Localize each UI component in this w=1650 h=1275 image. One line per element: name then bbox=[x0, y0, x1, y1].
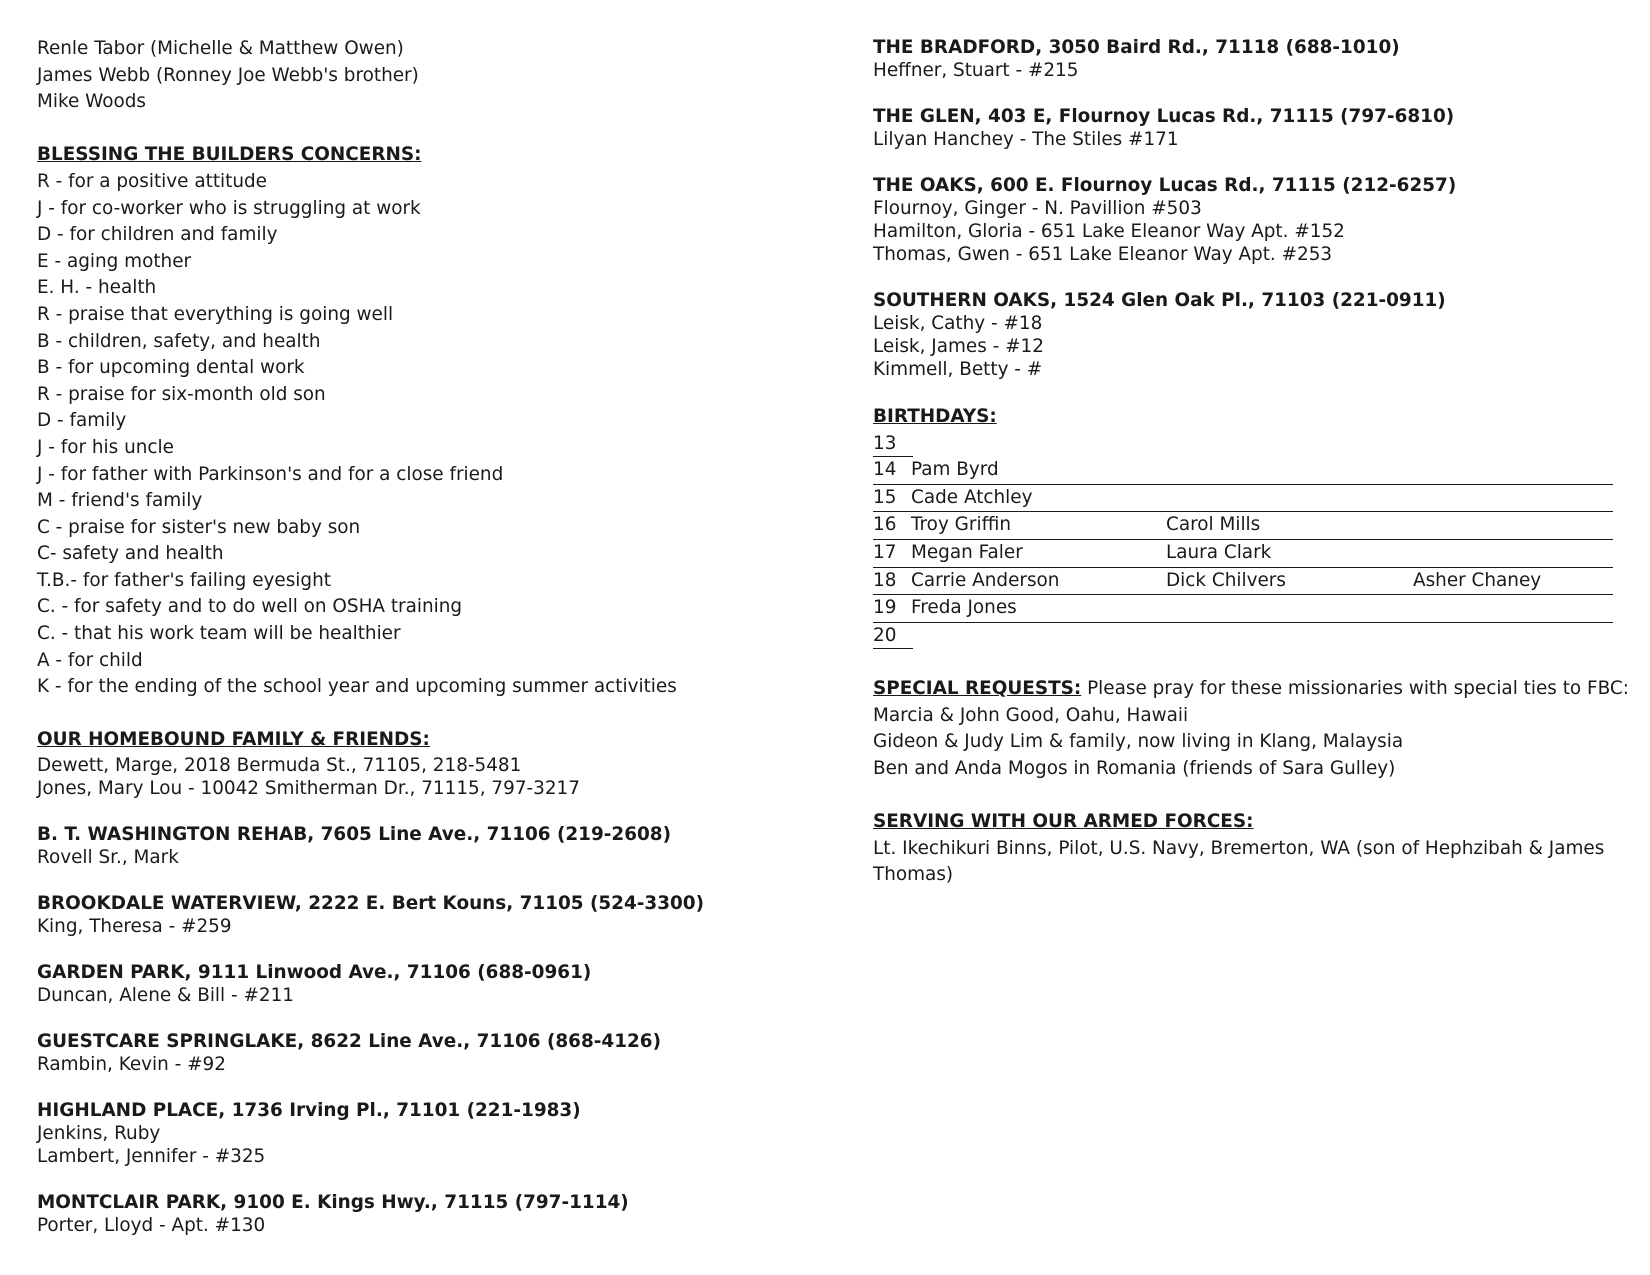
birthday-row bbox=[873, 485, 1613, 513]
birthday-name: Laura Clark bbox=[1166, 541, 1272, 563]
birthday-day: 14 bbox=[873, 459, 897, 481]
list-item: M - friend's family bbox=[37, 490, 203, 512]
birthday-row bbox=[873, 568, 1613, 596]
resident-item: Heffner, Stuart - #215 bbox=[873, 60, 1079, 81]
birthday-row bbox=[873, 512, 1613, 540]
right-column bbox=[873, 36, 1629, 889]
birthday-name: Carol Mills bbox=[1166, 514, 1261, 536]
facility-heading: B. T. WASHINGTON REHAB, 7605 Line Ave., 71106 (219-2608) bbox=[37, 824, 671, 846]
list-item: R - praise for six-month old son bbox=[37, 383, 326, 405]
facility-heading: GARDEN PARK, 9111 Linwood Ave., 71106 (688-0961) bbox=[37, 962, 592, 984]
resident-item: Lilyan Hanchey - The Stiles #171 bbox=[873, 129, 1179, 150]
birthday-name: Pam Byrd bbox=[911, 459, 999, 481]
birthday-name: Carrie Anderson bbox=[911, 569, 1060, 591]
left-column bbox=[37, 36, 777, 1237]
birthday-name: Dick Chilvers bbox=[1166, 569, 1286, 591]
birthday-row bbox=[873, 595, 1613, 623]
armed-forces-heading: SERVING WITH OUR ARMED FORCES: bbox=[873, 810, 1254, 832]
resident-item: Thomas, Gwen - 651 Lake Eleanor Way Apt. #253 bbox=[873, 244, 1333, 265]
list-item: Renle Tabor (Michelle & Matthew Owen) bbox=[37, 38, 404, 59]
list-item: C. - that his work team will be healthier bbox=[37, 623, 401, 645]
birthday-name: Freda Jones bbox=[911, 597, 1017, 619]
list-item: Ben and Anda Mogos in Romania (friends of Sara Gulley) bbox=[873, 757, 1396, 779]
resident-item: Kimmell, Betty - # bbox=[873, 359, 1043, 380]
list-item: Dewett, Marge, 2018 Bermuda St., 71105, 218-5481 bbox=[37, 755, 522, 777]
resident-item: Rambin, Kevin - #92 bbox=[37, 1054, 226, 1076]
list-item: Marcia & John Good, Oahu, Hawaii bbox=[873, 704, 1189, 726]
list-item: C- safety and health bbox=[37, 543, 224, 565]
birthday-day: 13 bbox=[873, 432, 913, 457]
facility-heading: THE BRADFORD, 3050 Baird Rd., 71118 (688-1010) bbox=[873, 37, 1400, 58]
resident-item: Jenkins, Ruby bbox=[37, 1123, 161, 1145]
facility-heading: THE OAKS, 600 E. Flournoy Lucas Rd., 71115 (212-6257) bbox=[873, 175, 1457, 196]
facility-heading: SOUTHERN OAKS, 1524 Glen Oak Pl., 71103 (221-0911) bbox=[873, 290, 1446, 311]
special-requests-heading: SPECIAL REQUESTS: bbox=[873, 677, 1082, 699]
birthdays-heading: BIRTHDAYS: bbox=[873, 406, 997, 427]
facility-heading: BROOKDALE WATERVIEW, 2222 E. Bert Kouns, 71105 (524-3300) bbox=[37, 893, 704, 915]
list-item: T.B.- for father's failing eyesight bbox=[37, 569, 331, 591]
birthday-day: 20 bbox=[873, 624, 913, 649]
list-item: R - for a positive attitude bbox=[37, 170, 267, 192]
resident-item: Porter, Lloyd - Apt. #130 bbox=[37, 1215, 266, 1237]
list-item: R - praise that everything is going well bbox=[37, 303, 394, 325]
birthday-row bbox=[873, 623, 1613, 650]
birthday-row bbox=[873, 540, 1613, 568]
list-item: Jones, Mary Lou - 10042 Smitherman Dr., 71115, 797-3217 bbox=[37, 778, 580, 800]
armed-forces-entry: Lt. Ikechikuri Binns, Pilot, U.S. Navy, Bremerton, WA (son of Hephzibah & James Thomas) bbox=[873, 837, 1605, 886]
resident-item: Leisk, James - #12 bbox=[873, 336, 1044, 357]
birthday-name: Troy Griffin bbox=[911, 514, 1012, 536]
list-item: Gideon & Judy Lim & family, now living in Klang, Malaysia bbox=[873, 731, 1404, 753]
birthday-day: 15 bbox=[873, 486, 897, 508]
resident-item: Flournoy, Ginger - N. Pavillion #503 bbox=[873, 198, 1202, 219]
resident-item: Rovell Sr., Mark bbox=[37, 847, 179, 869]
list-item: K - for the ending of the school year and upcoming summer activities bbox=[37, 676, 677, 698]
list-item: James Webb (Ronney Joe Webb's brother) bbox=[37, 64, 419, 86]
special-requests-intro: Please pray for these missionaries with special ties to FBC: bbox=[1081, 677, 1629, 699]
list-item: C. - for safety and to do well on OSHA training bbox=[37, 596, 463, 618]
resident-item: Hamilton, Gloria - 651 Lake Eleanor Way Apt. #152 bbox=[873, 221, 1345, 242]
birthday-day: 19 bbox=[873, 597, 897, 619]
list-item: D - for children and family bbox=[37, 224, 278, 246]
birthday-name: Cade Atchley bbox=[911, 486, 1033, 508]
list-item: E - aging mother bbox=[37, 250, 192, 272]
list-item: J - for father with Parkinson's and for a close friend bbox=[37, 463, 504, 485]
list-item: C - praise for sister's new baby son bbox=[37, 516, 361, 538]
resident-item: Lambert, Jennifer - #325 bbox=[37, 1146, 266, 1168]
birthday-name: Megan Faler bbox=[911, 541, 1023, 563]
list-item: E. H. - health bbox=[37, 277, 157, 299]
list-item: D - family bbox=[37, 410, 127, 432]
resident-item: King, Theresa - #259 bbox=[37, 916, 232, 938]
list-item: J - for his uncle bbox=[37, 436, 174, 458]
birthday-day: 18 bbox=[873, 569, 897, 591]
birthdays-list bbox=[873, 431, 1613, 650]
homebound-heading: OUR HOMEBOUND FAMILY & FRIENDS: bbox=[37, 729, 430, 751]
list-item: J - for co-worker who is struggling at work bbox=[37, 197, 421, 219]
birthday-day: 16 bbox=[873, 514, 897, 536]
birthday-row bbox=[873, 457, 1613, 485]
builders-heading: BLESSING THE BUILDERS CONCERNS: bbox=[37, 144, 422, 166]
birthday-row bbox=[873, 431, 1613, 458]
birthday-day: 17 bbox=[873, 541, 897, 563]
resident-item: Leisk, Cathy - #18 bbox=[873, 313, 1043, 334]
facility-heading: GUESTCARE SPRINGLAKE, 8622 Line Ave., 71106 (868-4126) bbox=[37, 1031, 661, 1053]
list-item: Mike Woods bbox=[37, 91, 146, 113]
list-item: B - children, safety, and health bbox=[37, 330, 321, 352]
facility-heading: THE GLEN, 403 E, Flournoy Lucas Rd., 71115 (797-6810) bbox=[873, 106, 1455, 127]
birthday-name: Asher Chaney bbox=[1413, 569, 1542, 591]
list-item: B - for upcoming dental work bbox=[37, 357, 305, 379]
list-item: A - for child bbox=[37, 649, 143, 671]
facility-heading: MONTCLAIR PARK, 9100 E. Kings Hwy., 71115 (797-1114) bbox=[37, 1192, 629, 1214]
facility-heading: HIGHLAND PLACE, 1736 Irving Pl., 71101 (221-1983) bbox=[37, 1100, 581, 1122]
resident-item: Duncan, Alene & Bill - #211 bbox=[37, 985, 294, 1007]
special-requests-line bbox=[873, 676, 1629, 703]
